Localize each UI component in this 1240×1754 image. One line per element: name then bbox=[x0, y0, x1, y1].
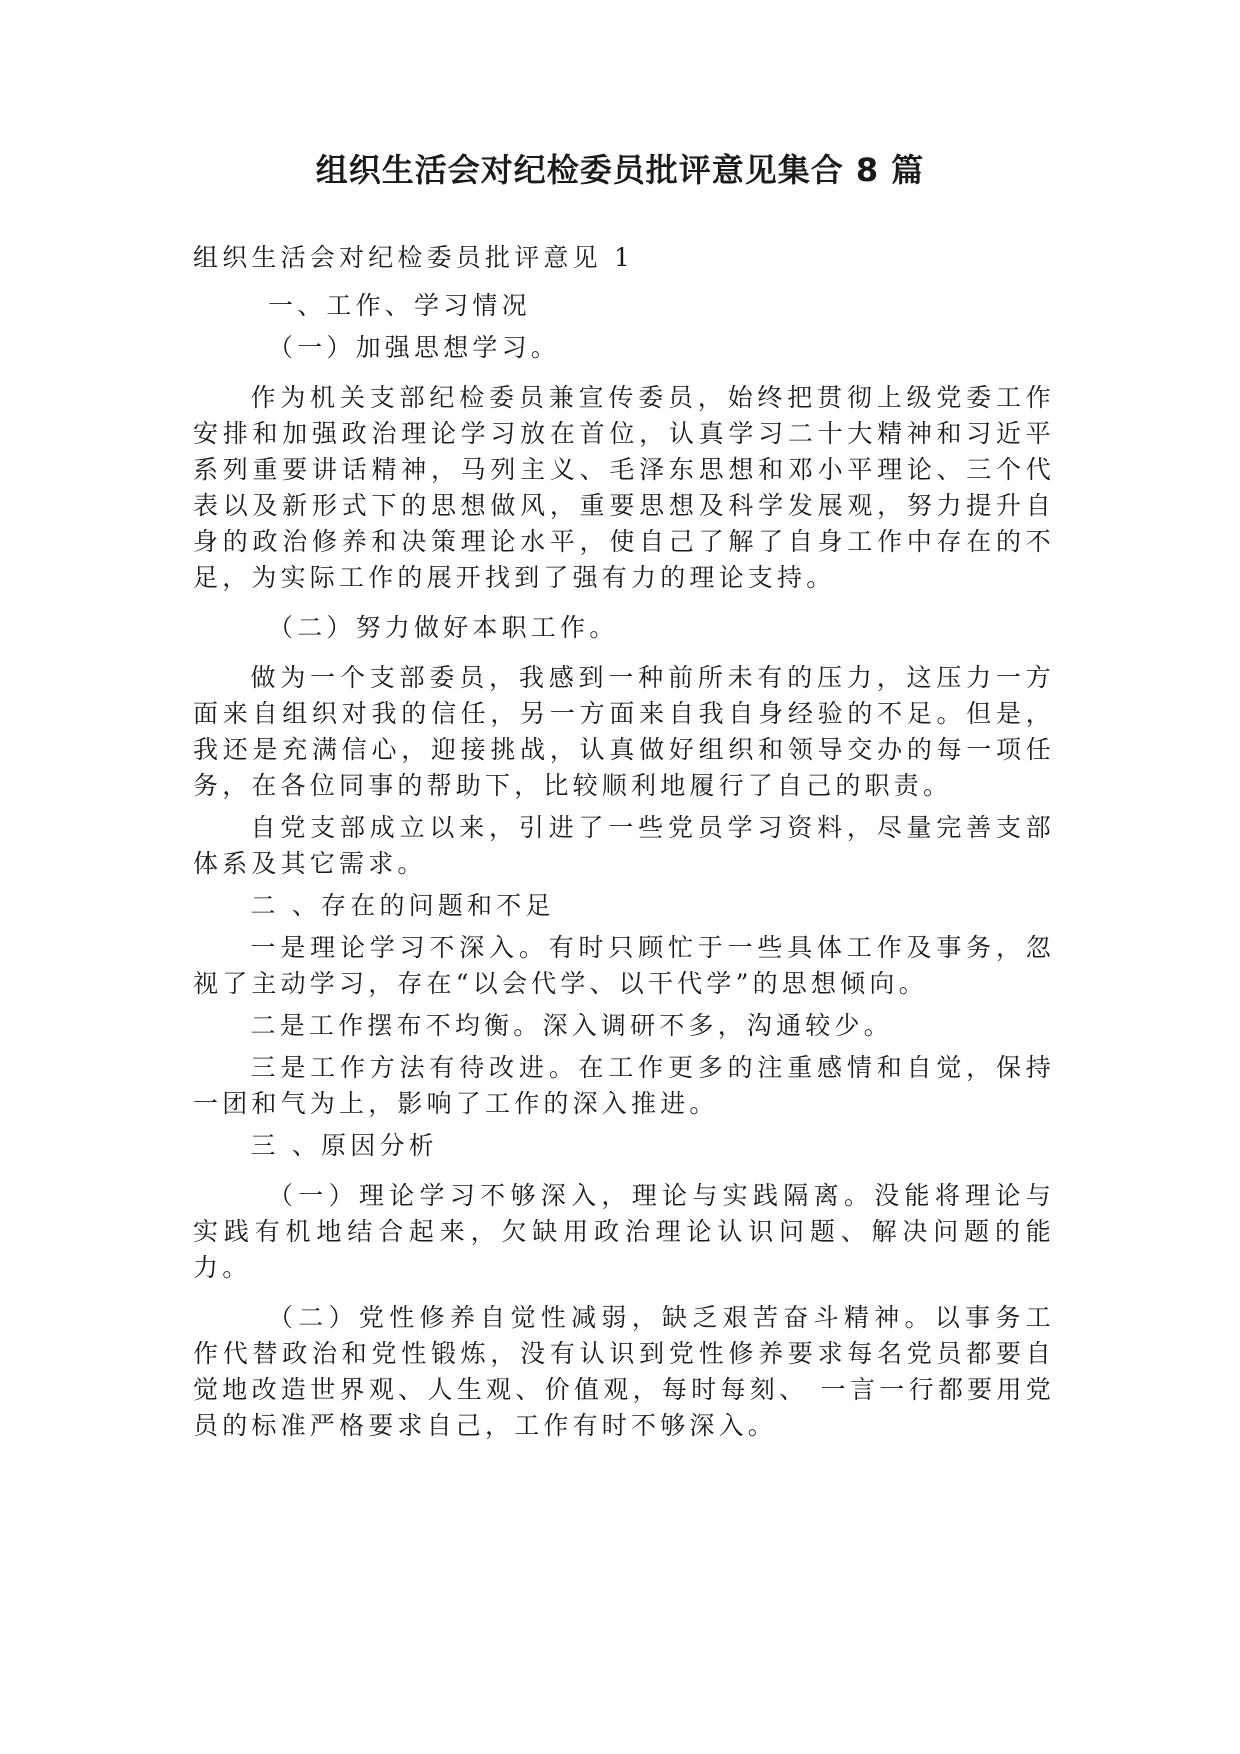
heading-work-study: 一、工作、学习情况 bbox=[268, 291, 531, 320]
paragraph-problem-one: 一是理论学习不深入。有时只顾忙于一些具体工作及事务，忽视了主动学习，存在“以会代学、以干代学”的思想倾向。 bbox=[193, 933, 1055, 998]
paragraph-cause-two: （二）党性修养自觉性减弱，缺乏艰苦奋斗精神。以事务工作代替政治和党性锻炼，没有认识到党性修养要求每名党员都要自觉地改造世界观、人生观、价值观，每时每刻、 一言一行都要用党员的标准严格要求自己，工作有时不够深入。 bbox=[193, 1303, 1055, 1440]
heading-problems: 二 、存在的问题和不足 bbox=[250, 891, 555, 920]
section-heading: 组织生活会对纪检委员批评意见 1 bbox=[193, 243, 635, 272]
paragraph-committee-member: 做为一个支部委员，我感到一种前所未有的压力，这压力一方面来自组织对我的信任，另一方面来自我自身经验的不足。但是，我还是充满信心，迎接挑战，认真做好组织和领导交办的每一项任务，在各位同事的帮助下，比较顺利地履行了自己的职责。 bbox=[193, 663, 1055, 800]
paragraph-problem-two: 二是工作摆布不均衡。深入调研不多，沟通较少。 bbox=[250, 1011, 893, 1040]
paragraph-cause-one: （一）理论学习不够深入，理论与实践隔离。没能将理论与实践有机地结合起来，欠缺用政治理论认识问题、解决问题的能力。 bbox=[193, 1181, 1055, 1282]
heading-cause-analysis: 三 、原因分析 bbox=[250, 1131, 438, 1160]
subheading-do-job-well: （二）努力做好本职工作。 bbox=[268, 613, 619, 642]
subheading-strengthen-study: （一）加强思想学习。 bbox=[268, 333, 561, 362]
paragraph-study-content: 作为机关支部纪检委员兼宣传委员，始终把贯彻上级党委工作安排和加强政治理论学习放在首位，认真学习二十大精神和习近平系列重要讲话精神，马列主义、毛泽东思想和邓小平理论、三个代表以及新形式下的思想做风，重要思想及科学发展观，努力提升自身的政治修养和决策理论水平，使自己了解了自身工作中存在的不足，为实际工作的展开找到了强有力的理论支持。 bbox=[193, 383, 1055, 592]
document-title: 组织生活会对纪检委员批评意见集合 8 篇 bbox=[315, 151, 925, 189]
paragraph-problem-three: 三是工作方法有待改进。在工作更多的注重感情和自觉，保持一团和气为上，影响了工作的深入推进。 bbox=[193, 1053, 1055, 1118]
paragraph-branch-established: 自党支部成立以来，引进了一些党员学习资料，尽量完善支部体系及其它需求。 bbox=[193, 813, 1055, 878]
document-body bbox=[193, 240, 1055, 1444]
